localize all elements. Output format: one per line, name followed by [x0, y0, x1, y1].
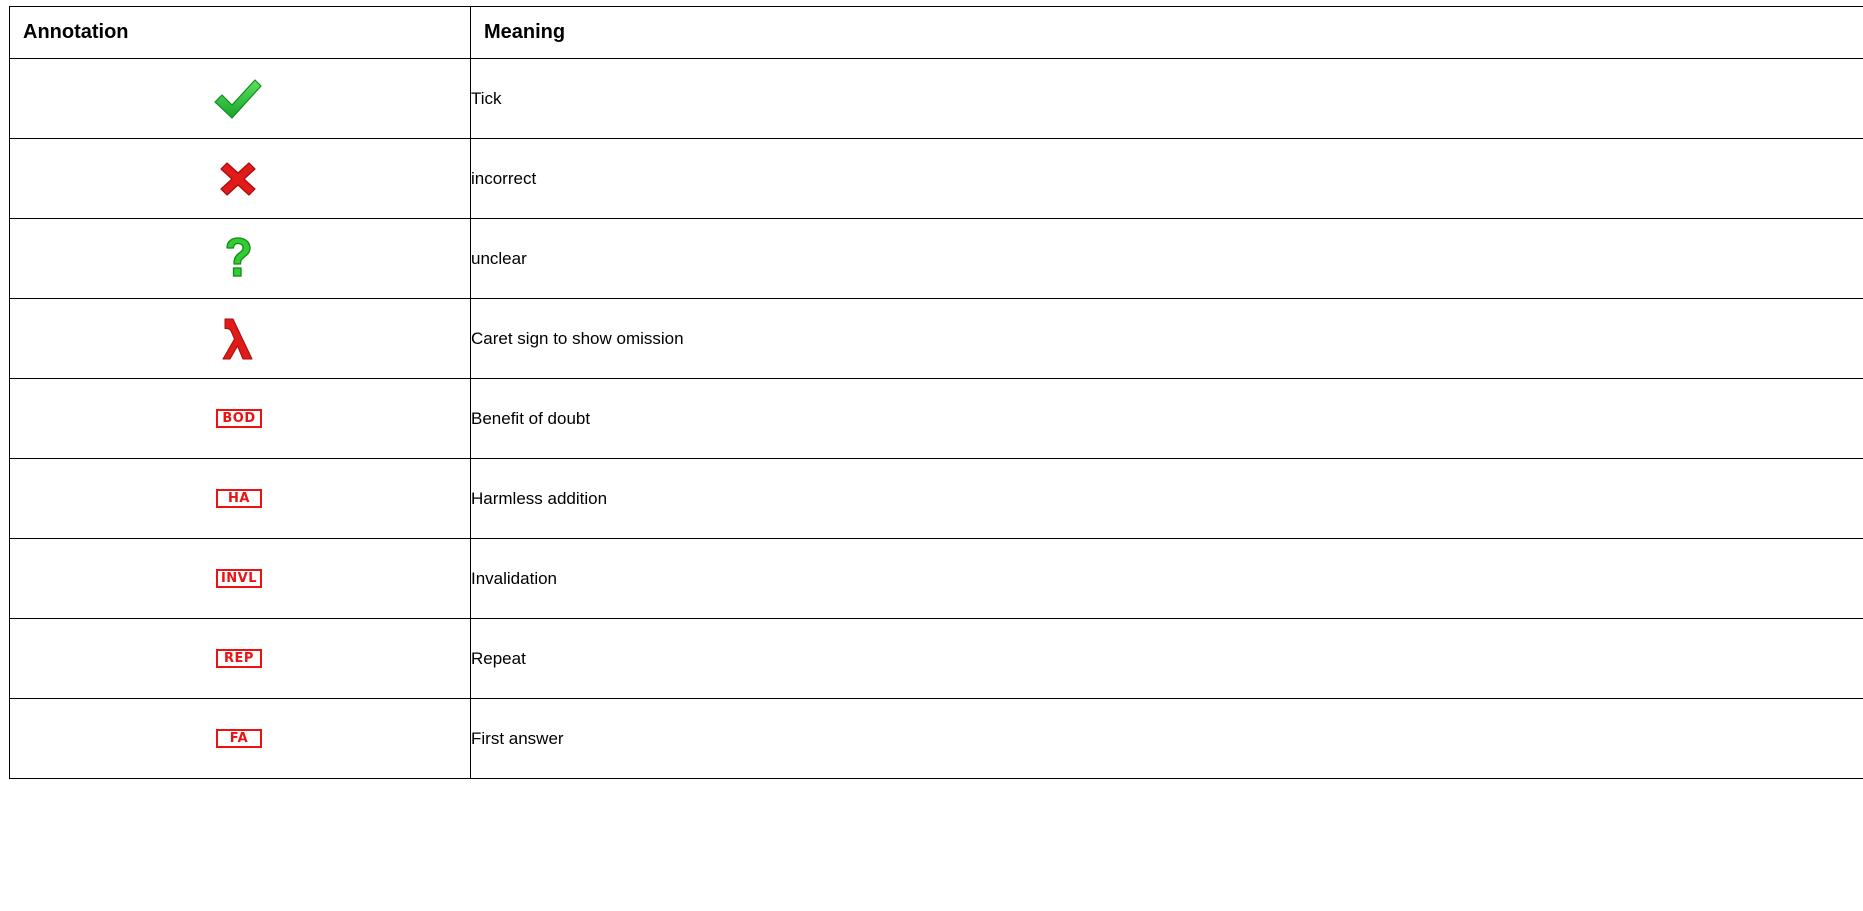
meaning-cell: incorrect [471, 139, 1863, 219]
invl-stamp: INVL [216, 569, 262, 588]
annotation-cell [10, 539, 471, 619]
table-row [10, 139, 1863, 219]
table-row [10, 299, 1863, 379]
meaning-cell: Harmless addition [471, 459, 1863, 539]
annotation-cell [10, 619, 471, 699]
meaning-cell: First answer [471, 699, 1863, 779]
fa-stamp: FA [216, 729, 262, 748]
cross-mark-icon [219, 162, 257, 196]
annotation-cell [10, 699, 471, 779]
meaning-cell: unclear [471, 219, 1863, 299]
table-row [10, 459, 1863, 539]
table-row [10, 539, 1863, 619]
bod-stamp: BOD [216, 409, 262, 428]
table-header-row [10, 7, 1863, 59]
meaning-cell: Invalidation [471, 539, 1863, 619]
table-row [10, 619, 1863, 699]
check-mark-icon [213, 77, 263, 121]
annotation-table [9, 6, 1863, 779]
ha-stamp: HA [216, 489, 262, 508]
question-mark-icon [223, 237, 253, 281]
column-header-annotation: Annotation [10, 7, 471, 59]
rep-stamp: REP [216, 649, 262, 668]
table-row [10, 699, 1863, 779]
meaning-cell: Caret sign to show omission [471, 299, 1863, 379]
table-row [10, 379, 1863, 459]
table-row [10, 219, 1863, 299]
annotation-cell [10, 379, 471, 459]
column-header-meaning: Meaning [471, 7, 1863, 59]
meaning-cell: Benefit of doubt [471, 379, 1863, 459]
annotation-cell [10, 59, 471, 139]
table-row [10, 59, 1863, 139]
meaning-cell: Repeat [471, 619, 1863, 699]
annotation-cell [10, 459, 471, 539]
caret-lambda-icon [222, 318, 254, 360]
annotation-cell [10, 299, 471, 379]
annotation-cell [10, 219, 471, 299]
annotation-cell [10, 139, 471, 219]
meaning-cell: Tick [471, 59, 1863, 139]
